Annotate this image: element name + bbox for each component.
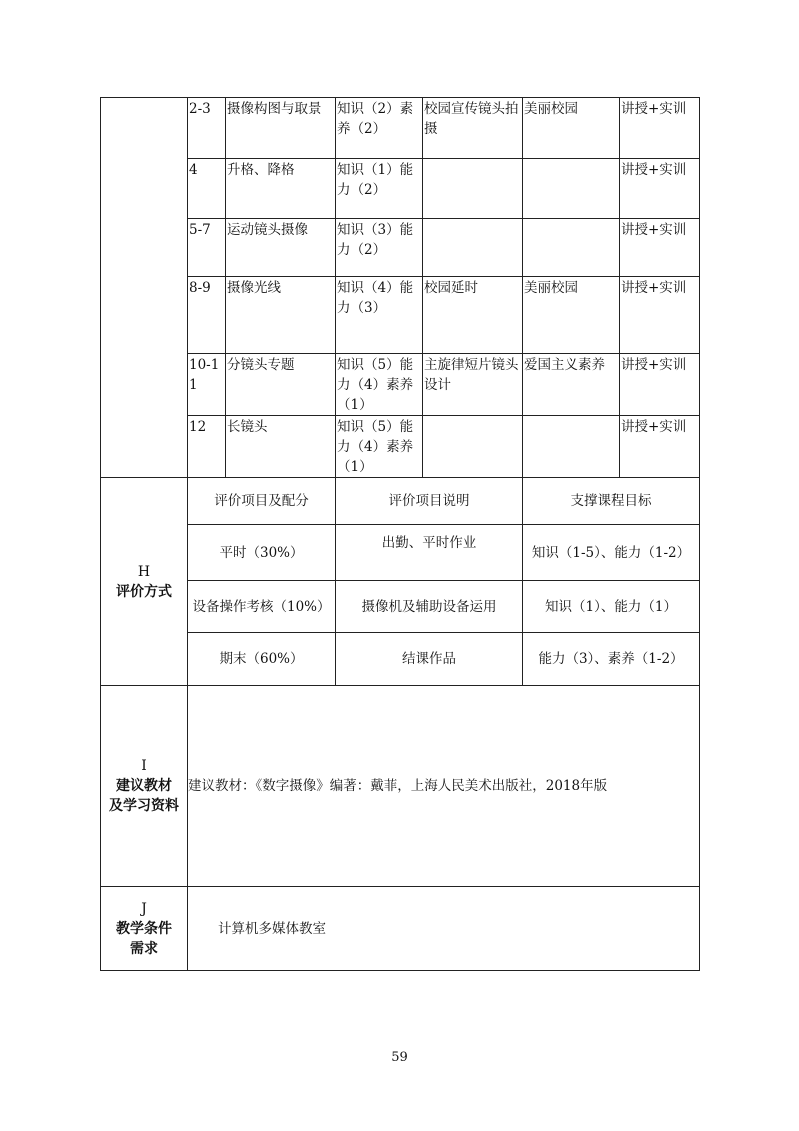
table-row [101, 98, 700, 159]
week-cell: 10-11 [188, 354, 226, 416]
method-cell: 讲授+实训 [620, 277, 700, 354]
method-cell: 讲授+实训 [620, 354, 700, 416]
objective-cell: 知识（5）能力（4）素养（1） [336, 354, 423, 416]
week-cell: 4 [188, 159, 226, 219]
section-title-line1: 教学条件 [116, 920, 172, 937]
objective-cell: 知识（4）能力（3） [336, 277, 423, 354]
objective-cell: 知识（1）能力（2） [336, 159, 423, 219]
ideology-cell [523, 219, 620, 277]
eval-item-cell: 平时（30%） [188, 525, 336, 581]
schedule-section-label-cell [101, 98, 188, 478]
ideology-cell: 美丽校园 [523, 98, 620, 159]
ideology-cell [523, 416, 620, 478]
table-row [101, 277, 700, 354]
week-cell: 5-7 [188, 219, 226, 277]
eval-goal-cell: 能力（3）、素养（1-2） [523, 633, 700, 686]
table-row [101, 525, 700, 581]
eval-goal-cell: 知识（1-5）、能力（1-2） [523, 525, 700, 581]
objective-cell: 知识（3）能力（2） [336, 219, 423, 277]
objective-cell: 知识（2）素养（2） [336, 98, 423, 159]
week-cell: 12 [188, 416, 226, 478]
ideology-cell: 爱国主义素养 [523, 354, 620, 416]
objective-cell: 知识（5）能力（4）素养（1） [336, 416, 423, 478]
section-letter: J [141, 900, 147, 917]
eval-desc-cell: 结课作品 [336, 633, 523, 686]
section-title: 评价方式 [116, 583, 172, 600]
materials-row [101, 686, 700, 887]
eval-desc-cell: 摄像机及辅助设备运用 [336, 581, 523, 633]
course-table [100, 97, 700, 971]
eval-item-cell: 设备操作考核（10%） [188, 581, 336, 633]
conditions-section-label [101, 887, 188, 971]
table-row [101, 416, 700, 478]
method-cell: 讲授+实训 [620, 416, 700, 478]
section-title-line2: 需求 [130, 940, 158, 957]
page-number: 59 [391, 1050, 408, 1065]
table-row [101, 633, 700, 686]
case-cell [423, 219, 523, 277]
eval-desc-cell: 出勤、平时作业 [336, 525, 523, 581]
ideology-cell [523, 159, 620, 219]
conditions-content: 计算机多媒体教室 [188, 887, 700, 971]
method-cell: 讲授+实训 [620, 159, 700, 219]
table-row [101, 219, 700, 277]
evaluation-section-label [101, 478, 188, 686]
table-row [101, 581, 700, 633]
case-cell: 校园宣传镜头拍摄 [423, 98, 523, 159]
section-letter: H [137, 563, 151, 580]
materials-section-label [101, 686, 188, 887]
section-title-line1: 建议教材 [116, 778, 172, 794]
table-row [101, 159, 700, 219]
week-cell: 2-3 [188, 98, 226, 159]
eval-header-desc: 评价项目说明 [336, 478, 523, 525]
table-row [101, 354, 700, 416]
topic-cell: 分镜头专题 [226, 354, 336, 416]
section-title-line2: 及学习资料 [109, 798, 179, 814]
eval-goal-cell: 知识（1）、能力（1） [523, 581, 700, 633]
section-letter: I [141, 758, 147, 774]
evaluation-header-row [101, 478, 700, 525]
topic-cell: 升格、降格 [226, 159, 336, 219]
week-cell: 8-9 [188, 277, 226, 354]
topic-cell: 长镜头 [226, 416, 336, 478]
materials-content: 建议教材：《数字摄像》编著：戴菲，上海人民美术出版社，2018年版 [188, 686, 700, 887]
topic-cell: 摄像构图与取景 [226, 98, 336, 159]
conditions-row [101, 887, 700, 971]
method-cell: 讲授+实训 [620, 98, 700, 159]
case-cell [423, 159, 523, 219]
case-cell: 校园延时 [423, 277, 523, 354]
case-cell [423, 416, 523, 478]
method-cell: 讲授+实训 [620, 219, 700, 277]
topic-cell: 运动镜头摄像 [226, 219, 336, 277]
eval-item-cell: 期末（60%） [188, 633, 336, 686]
topic-cell: 摄像光线 [226, 277, 336, 354]
ideology-cell: 美丽校园 [523, 277, 620, 354]
case-cell: 主旋律短片镜头设计 [423, 354, 523, 416]
eval-header-goal: 支撑课程目标 [523, 478, 700, 525]
eval-header-item: 评价项目及配分 [188, 478, 336, 525]
